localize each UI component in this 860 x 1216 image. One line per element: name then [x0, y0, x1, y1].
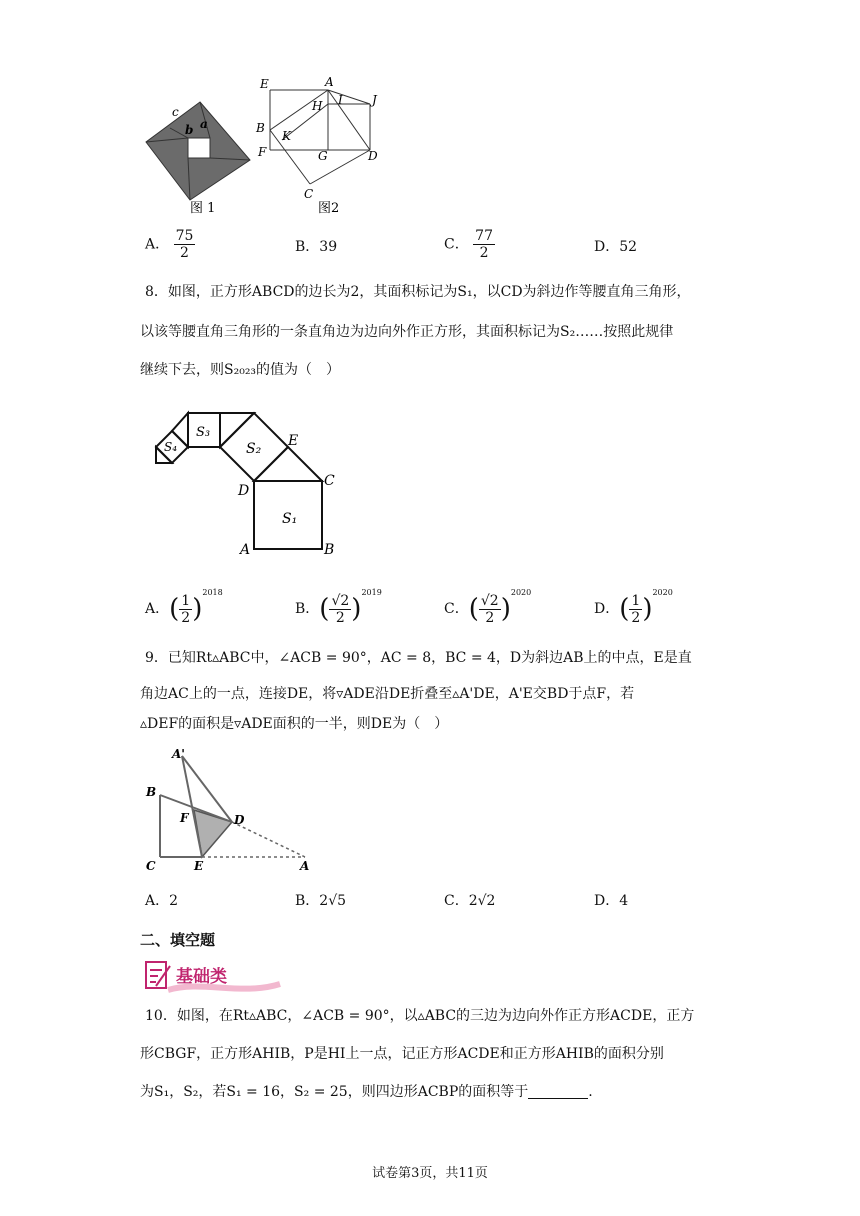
- q8-figure: [150, 405, 350, 565]
- fig-label-S4: S₄: [164, 440, 178, 454]
- fig1-label-c: c: [172, 105, 179, 119]
- q8-line-3: 继续下去，则S₂₀₂₃的值为（ ）: [140, 362, 341, 378]
- q8-option-d[interactable]: D．( $\frac{1}{2}$ )$^{2020}$: [594, 588, 673, 626]
- fig1-label-b: b: [185, 123, 194, 137]
- fig2-label-K: K: [282, 129, 291, 143]
- q9-figure: [140, 742, 340, 874]
- answer-blank[interactable]: [528, 1084, 588, 1099]
- fig2-label-J: J: [372, 93, 377, 107]
- q8-option-b[interactable]: B．( $\frac{√2}{2}$ )$^{2019}$: [295, 588, 382, 626]
- fig2-caption: 图2: [318, 201, 340, 216]
- fig-label-D: D: [234, 813, 245, 827]
- q8-line-2: 以该等腰直角三角形的一条直角边为边向外作正方形，其面积标记为S₂……按照此规律: [140, 324, 674, 340]
- q9-line-3: ▵DEF的面积是▿ADE面积的一半，则DE为（ ）: [140, 716, 449, 732]
- fig-label-A-prime: A': [172, 747, 185, 761]
- fig-label-A: A: [300, 859, 310, 873]
- section-badge: [142, 958, 282, 996]
- fig-label-F: F: [180, 811, 189, 825]
- fig2-label-B: B: [256, 121, 265, 135]
- fig2-label-F: F: [258, 145, 267, 159]
- q10-line-1: 10．如图，在Rt▵ABC，∠ACB = 90°，以▵ABC的三边为边向外作正方形ACDE，正方: [145, 1008, 695, 1024]
- q7-figure-2: [252, 74, 392, 216]
- fig-label-E: E: [194, 859, 204, 873]
- q9-line-2: 角边AC上的一点，连接DE，将▿ADE沿DE折叠至▵A'DE，A'E交BD于点F，若: [140, 686, 635, 702]
- q9-option-d[interactable]: D．4: [594, 893, 629, 909]
- q9-option-c[interactable]: C．2√2: [444, 893, 496, 909]
- fig2-label-A: A: [325, 75, 334, 89]
- fig-label-D: D: [238, 483, 250, 499]
- fig-label-E: E: [288, 433, 299, 449]
- fig2-label-C: C: [304, 187, 314, 201]
- q8-line-1: 8．如图，正方形ABCD的边长为2，其面积标记为S₁，以CD为斜边作等腰直角三角形，: [145, 284, 691, 300]
- section-title: 二、填空题: [140, 931, 216, 949]
- fig-label-C: C: [146, 859, 156, 873]
- fig-label-C: C: [324, 473, 335, 489]
- fig-label-S2: S₂: [246, 441, 262, 457]
- fig1-caption: 图 1: [190, 201, 216, 215]
- q9-line-1: 9．已知Rt▵ABC中，∠ACB = 90°，AC = 8，BC = 4，D为斜边AB上的中点，E是直: [145, 650, 692, 666]
- fig2-label-E: E: [260, 77, 269, 91]
- q8-option-a[interactable]: A．( $\frac{1}{2}$ )$^{2018}$: [145, 588, 223, 626]
- q8-option-c[interactable]: C．( $\frac{√2}{2}$ )$^{2020}$: [444, 588, 532, 626]
- q7-option-d[interactable]: D．52: [594, 239, 638, 255]
- q7-figure-1: [140, 90, 260, 215]
- q10-line-2: 形CBGF，正方形AHIB，P是HI上一点，记正方形ACDE和正方形AHIB的面积分别: [140, 1046, 664, 1062]
- fig-label-B: B: [324, 542, 335, 558]
- fig2-label-D: D: [368, 149, 378, 163]
- q9-option-b[interactable]: B．2√5: [295, 893, 347, 909]
- page-footer: 试卷第3页，共11页: [372, 1166, 488, 1181]
- q7-option-c[interactable]: C． $\frac{77}{2}$: [444, 228, 493, 261]
- fig2-label-G: G: [318, 149, 328, 163]
- fig-label-B: B: [146, 785, 157, 799]
- q9-option-a[interactable]: A．2: [145, 893, 179, 909]
- q7-option-b[interactable]: B．39: [295, 239, 338, 255]
- badge-label: 基础类: [176, 967, 227, 987]
- q7-option-a[interactable]: A． $\frac{75}{2}$: [145, 228, 194, 261]
- q10-line-3: 为S₁，S₂，若S₁ = 16，S₂ = 25，则四边形ACBP的面积等于 .: [140, 1084, 593, 1100]
- fig-label-S3: S₃: [196, 425, 211, 440]
- fig-label-S1: S₁: [282, 511, 298, 527]
- fig1-label-a: a: [200, 117, 208, 131]
- fig-label-A: A: [240, 542, 251, 558]
- fig2-label-I: I: [338, 93, 343, 107]
- fig2-label-H: H: [312, 99, 323, 113]
